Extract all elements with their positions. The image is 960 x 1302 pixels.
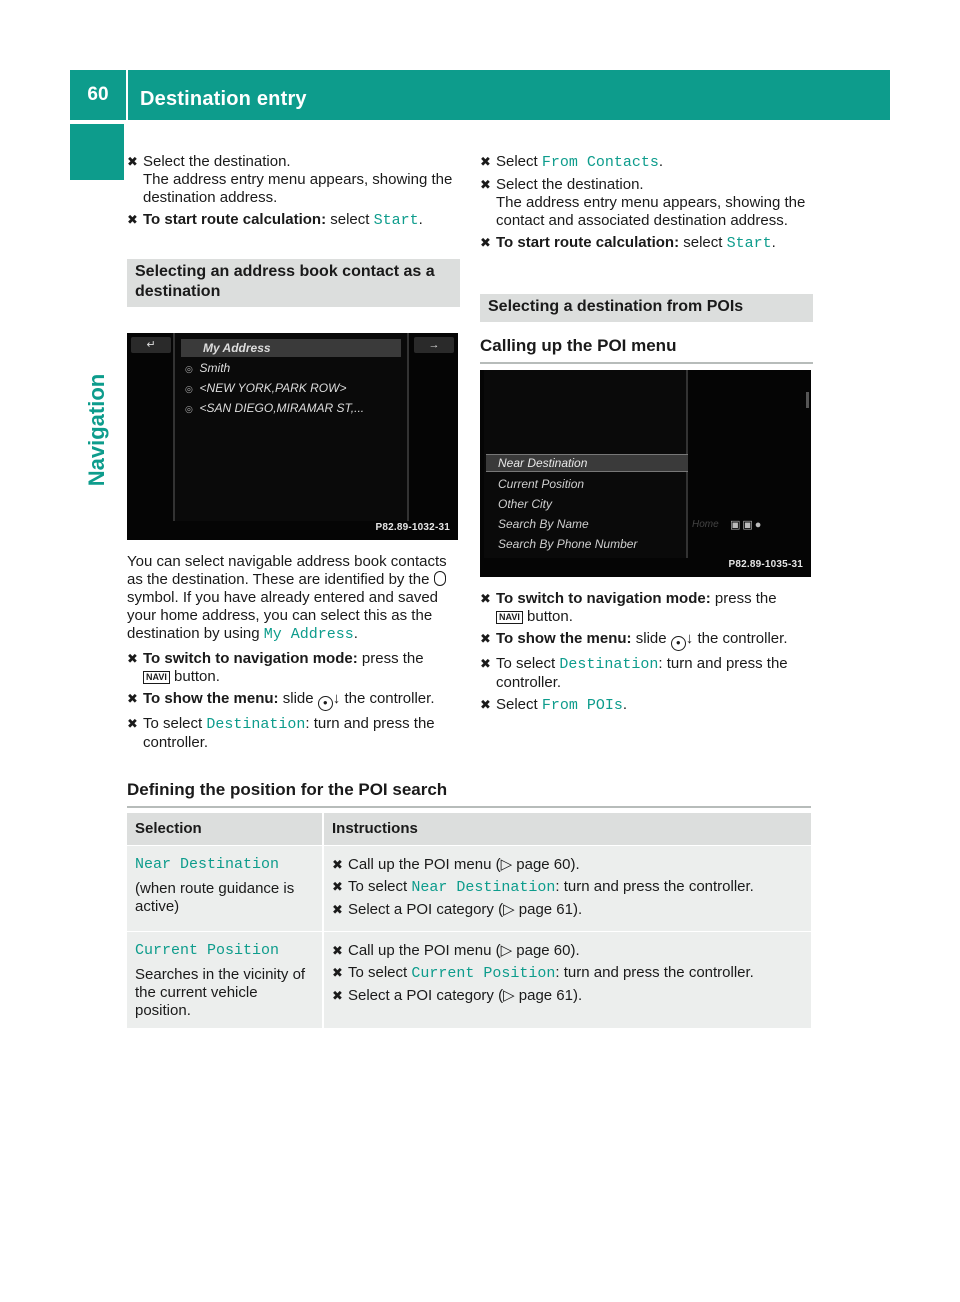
- list-item-label: <SAN DIEGO,MIRAMAR ST,...: [199, 401, 365, 415]
- step-from-pois: ✖ Select From POIs.: [480, 696, 628, 714]
- pin-icon: ◎: [185, 384, 193, 394]
- step-text: Select the destination.: [143, 153, 291, 170]
- table-header-row: [127, 813, 811, 845]
- instruction-step: [332, 856, 805, 874]
- page-number: 60: [87, 84, 109, 105]
- step-arrow-icon: ✖: [480, 697, 491, 712]
- step-bold: To switch to navigation mode:: [143, 650, 358, 667]
- step-text: To select: [496, 655, 556, 672]
- poi-list-item: Search By Name: [498, 517, 589, 531]
- step-arrow-icon: ✖: [127, 212, 138, 227]
- step-arrow-icon: ✖: [332, 878, 343, 894]
- step-arrow-icon: ✖: [480, 235, 491, 250]
- step-text: : turn and press the controller.: [555, 963, 754, 981]
- kw-current-position: Current Position: [135, 941, 280, 959]
- kw-near-destination: Near Destination: [411, 878, 556, 896]
- step-text: the controller.: [697, 630, 788, 647]
- step-nav-mode: [480, 590, 813, 626]
- instruction-step: [332, 942, 805, 960]
- poi-list-item: Other City: [498, 497, 553, 511]
- step-arrow-icon: ✖: [127, 691, 138, 706]
- slide-down-icon: ↓: [685, 630, 694, 647]
- kw-destination: Destination: [206, 716, 306, 733]
- list-panel: [173, 333, 409, 521]
- kw-destination: Destination: [559, 656, 659, 673]
- step-arrow-icon: ✖: [480, 177, 491, 192]
- navi-key-icon: NAVI: [496, 611, 523, 624]
- para-text: symbol. If you have already entered and saved your home address, you can select this as the destination by using: [127, 589, 439, 642]
- list-item-label: <NEW YORK,PARK ROW>: [199, 381, 347, 395]
- table-row: [127, 845, 811, 931]
- poi-list-item: Search By Phone Number: [498, 537, 638, 551]
- selection-cell: [127, 845, 323, 931]
- section-label: Navigation: [84, 373, 109, 487]
- step-text: button.: [527, 608, 573, 625]
- list-item: [175, 359, 407, 379]
- selection-cell: [127, 931, 323, 1028]
- poi-list-item: Near Destination: [498, 456, 588, 470]
- kw-current-position: Current Position: [411, 964, 556, 982]
- poi-table-heading: Defining the position for the POI search: [127, 780, 811, 808]
- step-arrow-icon: ✖: [127, 716, 138, 731]
- step-text: press the: [361, 650, 424, 667]
- step-result: The address entry menu appears, showing the destination address.: [143, 171, 453, 206]
- step-text: slide: [635, 630, 667, 647]
- kw-start: Start: [373, 212, 419, 229]
- list-item: [175, 379, 407, 399]
- step-text: select: [683, 234, 723, 251]
- step-select-destination-menu: [127, 715, 460, 752]
- step-arrow-icon: ✖: [480, 631, 491, 646]
- step-arrow-icon: ✖: [127, 154, 138, 169]
- pin-icon: ◎: [185, 364, 193, 374]
- kw-my-address: My Address: [263, 626, 354, 643]
- step-text: To select: [143, 715, 203, 732]
- step-select-destination-menu: [480, 655, 813, 692]
- step-text: Select: [496, 153, 538, 170]
- navi-key-icon: NAVI: [143, 671, 170, 684]
- instruction-step: [332, 901, 805, 919]
- step-text: Call up the POI menu (▷ page 60).: [348, 941, 580, 959]
- section-heading-poi: Selecting a destination from POIs: [480, 294, 813, 322]
- step-bold: To show the menu:: [143, 690, 279, 707]
- step-result: The address entry menu appears, showing the contact and associated destination address.: [496, 194, 806, 229]
- step-text: Select a POI category (▷ page 61).: [348, 900, 583, 918]
- step-arrow-icon: ✖: [332, 856, 343, 872]
- step-select-destination: [480, 176, 813, 230]
- step-text: Select: [496, 696, 538, 713]
- instruction-step: [332, 987, 805, 1005]
- step-bold: To start route calculation:: [496, 234, 680, 251]
- navigable-pin-icon: [434, 571, 446, 586]
- left-column-lower: [127, 553, 460, 756]
- list-item: [175, 399, 407, 419]
- step-text: Call up the POI menu (▷ page 60).: [348, 855, 580, 873]
- section-heading-contact: Selecting an address book contact as a destination: [127, 259, 460, 307]
- right-column: [480, 153, 813, 364]
- list-title: My Address: [181, 339, 401, 357]
- step-text: : turn and press the controller.: [143, 715, 435, 751]
- kw-start: Start: [726, 235, 772, 252]
- left-column: [127, 153, 460, 307]
- step-arrow-icon: ✖: [332, 964, 343, 980]
- column-header-selection: Selection: [127, 813, 323, 845]
- page-title: Destination entry: [140, 88, 307, 110]
- step-arrow-icon: ✖: [332, 901, 343, 917]
- controller-icon: ●: [671, 636, 686, 651]
- contact-screen: [127, 333, 458, 540]
- step-arrow-icon: ✖: [332, 987, 343, 1003]
- step-text: Select a POI category (▷ page 61).: [348, 986, 583, 1004]
- instruction-step: [332, 878, 805, 897]
- poi-list-panel: [484, 370, 688, 558]
- instructions-cell: [323, 931, 811, 1028]
- kw-near-destination: Near Destination: [135, 855, 280, 873]
- figure-caption: P82.89-1035-31: [728, 559, 803, 570]
- para-text: You can select navigable address book contacts as the destination. These are identified by the: [127, 553, 447, 588]
- step-text: To select: [348, 877, 408, 895]
- side-home-label: Home: [692, 519, 719, 530]
- selection-description: (when route guidance is active): [135, 879, 295, 915]
- step-show-menu: [480, 630, 813, 651]
- step-text: : turn and press the controller.: [496, 655, 788, 691]
- step-start-route: ✖ To start route calculation: select Start.: [127, 211, 423, 229]
- kw-from-contacts: From Contacts: [541, 154, 659, 171]
- poi-screen: [480, 370, 811, 577]
- instructions-cell: [323, 845, 811, 931]
- step-text: To select: [348, 963, 408, 981]
- instruction-step: [332, 964, 805, 983]
- step-text: slide: [282, 690, 314, 707]
- right-column-lower: [480, 590, 813, 719]
- step-nav-mode: [127, 650, 460, 686]
- step-arrow-icon: ✖: [480, 656, 491, 671]
- step-arrow-icon: ✖: [127, 651, 138, 666]
- step-start-route: ✖ To start route calculation: select Start.: [480, 234, 776, 252]
- section-tab: [70, 124, 124, 180]
- subheading-poi-menu: Calling up the POI menu: [480, 336, 813, 364]
- step-bold: To switch to navigation mode:: [496, 590, 711, 607]
- poi-list-item: Current Position: [498, 477, 585, 491]
- figure-caption: P82.89-1032-31: [375, 522, 450, 533]
- step-from-contacts: ✖ Select From Contacts.: [480, 153, 664, 171]
- step-text: the controller.: [344, 690, 435, 707]
- step-text: : turn and press the controller.: [555, 877, 754, 895]
- back-icon: ↵: [131, 337, 171, 353]
- scroll-indicator: [806, 392, 809, 408]
- column-header-instructions: Instructions: [323, 813, 811, 845]
- step-arrow-icon: ✖: [480, 591, 491, 606]
- step-text: press the: [714, 590, 777, 607]
- kw-from-pois: From POIs: [541, 697, 623, 714]
- step-text: button.: [174, 668, 220, 685]
- header-divider: [126, 70, 128, 120]
- contact-paragraph: You can select navigable address book contacts as the destination. These are identified by the symbol. If you have already entered and saved your home address, you can select this as the destination by using My Address.: [127, 553, 447, 643]
- map-tools-icon: ▣▣●: [730, 519, 764, 531]
- step-select-destination: [127, 153, 460, 207]
- step-bold: To start route calculation:: [143, 211, 327, 228]
- step-bold: To show the menu:: [496, 630, 632, 647]
- step-text: select: [330, 211, 370, 228]
- pin-icon: ◎: [185, 404, 193, 414]
- step-arrow-icon: ✖: [332, 942, 343, 958]
- table-row: [127, 931, 811, 1028]
- step-text: Select the destination.: [496, 176, 644, 193]
- forward-icon: →: [414, 337, 454, 353]
- slide-down-icon: ↓: [332, 690, 341, 707]
- poi-position-table: [127, 813, 811, 1028]
- controller-icon: ●: [318, 696, 333, 711]
- step-arrow-icon: ✖: [480, 154, 491, 169]
- selection-description: Searches in the vicinity of the current vehicle position.: [135, 965, 306, 1019]
- step-show-menu: [127, 690, 460, 711]
- list-item-label: Smith: [199, 361, 231, 375]
